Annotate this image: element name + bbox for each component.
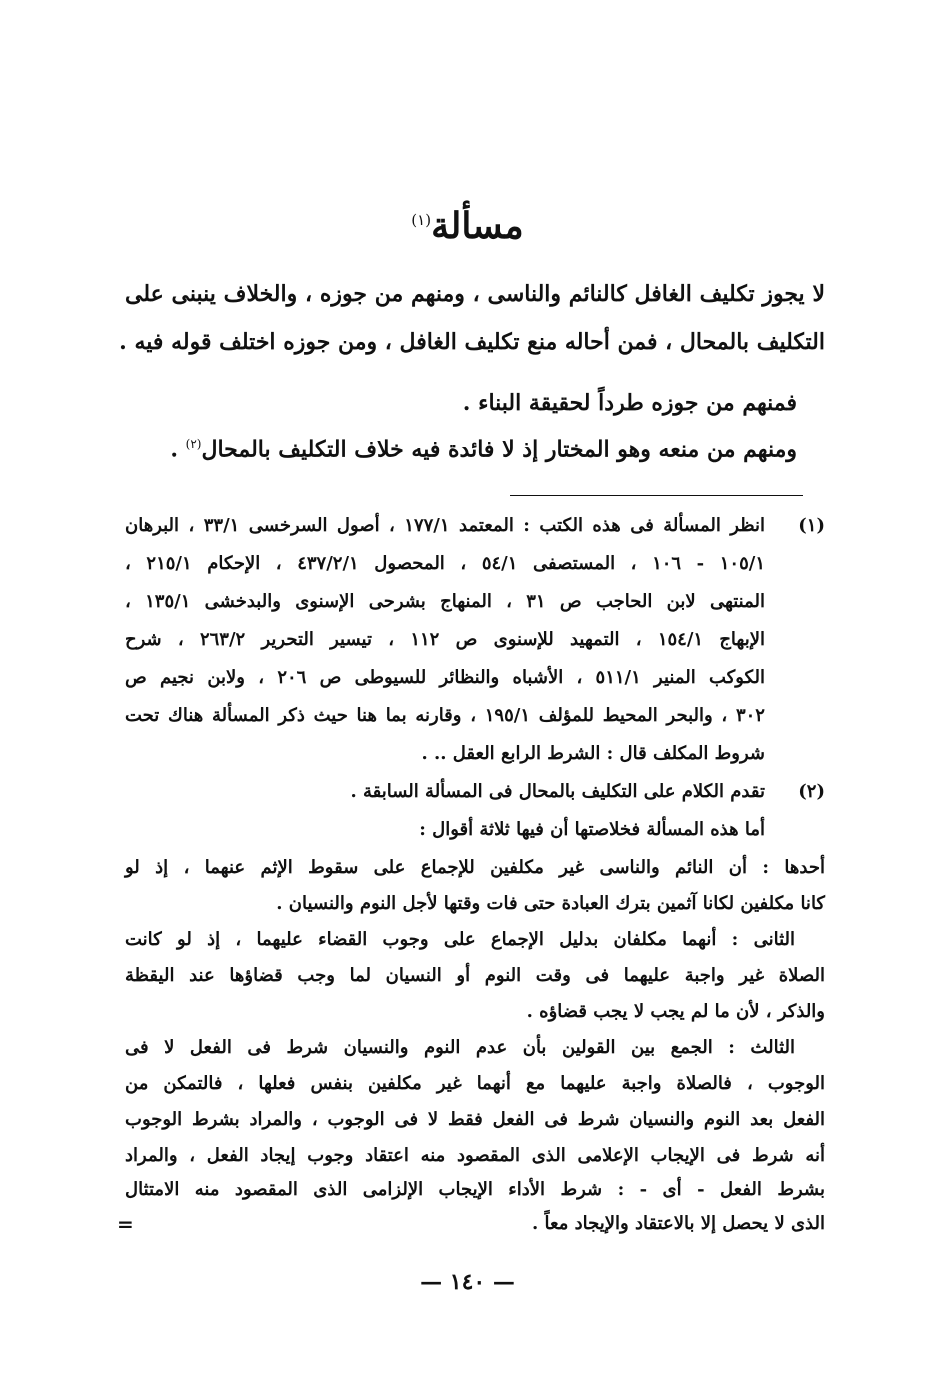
footnote-number: (١): [798, 515, 825, 536]
footnote-line: الوجوب ، فالصلاة واجبة عليهما مع أنهما غير مكلفين بنفس فعلها ، فالتمكن من: [125, 1073, 825, 1094]
footnote-line: الثالث : الجمع بين القولين بأن عدم النوم والنسيان شرط فى الفعل لا فى: [125, 1037, 795, 1058]
footnote-line: شروط المكلف قال : الشرط الرابع العقل .. .: [421, 743, 765, 764]
footnote-line: الصلاة غير واجبة عليهما فى وقت النوم أو النسيان لما وجب قضاؤها عند اليقظة: [125, 965, 826, 986]
footnote-line: أما هذه المسألة فخلاصتها أن فيها ثلاثة أقوال :: [419, 819, 765, 840]
title-text: مسألة: [431, 205, 524, 247]
footnote-line: الثانى : أنهما مكلفان بدليل الإجماع على وجوب القضاء عليهما ، إذ لو كانت: [125, 929, 795, 950]
main-line: فمنهم من جوزه طرداً لحقيقة البناء .: [462, 390, 797, 416]
main-line: لا يجوز تكليف الغافل كالنائم والناسى ، ومنهم من جوزه ، والخلاف ينبنى على: [125, 281, 825, 307]
footnote-line: ٣٠٢ ، والبحر المحيط للمؤلف ١٩٥/١ ، وقارنه بما هنا حيث ذكر المسألة هناك تحت: [125, 705, 765, 726]
main-line: [125, 418, 825, 470]
page-number: — ١٤٠ —: [420, 1269, 515, 1295]
main-line-text: ومنهم من منعه وهو المختار إذ لا فائدة فيه خلاف التكليف بالمحال: [201, 436, 797, 463]
continuation-mark: =: [117, 1212, 134, 1236]
footnote-line: المنتهى لابن الحاجب ص ٣١ ، المنهاج بشرحى الإسنوى والبدخشى ١٣٥/١ ،: [125, 591, 765, 612]
footnote-number: (٢): [798, 781, 825, 802]
main-line: التكليف بالمحال ، فمن أحاله منع تكليف الغافل ، ومن جوزه اختلف قوله فيه .: [119, 329, 825, 355]
footnote-line: الذى لا يحصل إلا بالاعتقاد والإيجاد معاً .: [532, 1213, 825, 1234]
main-line-tail: .: [170, 436, 186, 463]
footnote-ref-2: (٢): [185, 437, 202, 451]
footnote-separator: [510, 495, 803, 496]
title-footnote-ref: (١): [411, 211, 432, 229]
footnote-line: أحدها : أن النائم والناسى غير مكلفين للإجماع على سقوط الإثم عنهما ، إذ لو: [125, 857, 825, 878]
footnote-line: كانا مكلفين لكانا آثمين بترك العبادة حتى فات وقتها لأجل النوم والنسيان .: [276, 893, 825, 914]
footnote-line: الكوكب المنير ٥١١/١ ، الأشباه والنظائر للسيوطى ص ٢٠٦ ، ولابن نجيم ص: [125, 667, 765, 688]
footnote-line: والذكر ، لأن ما لم يجب لا يجب قضاؤه .: [526, 1001, 825, 1022]
footnote-line: الإبهاج ١٥٤/١ ، التمهيد للإسنوى ص ١١٢ ، تيسير التحرير ٢٦٣/٢ ، شرح: [125, 629, 765, 650]
footnote-line: أنه شرط فى الإيجاب الإعلامى الذى المقصود منه اعتقاد وجوب إيجاد الفعل ، والمراد: [125, 1145, 825, 1166]
footnote-line: ١٠٥/١ - ١٠٦ ، المستصفى ٥٤/١ ، المحصول ٤٣٧/٢/١ ، الإحكام ٢١٥/١ ،: [125, 553, 765, 574]
footnote-line: الفعل بعد النوم والنسيان شرط فى الفعل فقط لا فى الوجوب ، والمراد بشرط الوجوب: [125, 1109, 825, 1130]
footnote-line: انظر المسألة فى هذه الكتب : المعتمد ١٧٧/١ ، أصول السرخسى ٣٣/١ ، البرهان: [125, 515, 766, 536]
footnote-line: تقدم الكلام على التكليف بالمحال فى المسألة السابقة .: [350, 781, 765, 802]
section-title: [0, 190, 935, 256]
footnote-line: بشرط الفعل - أى - : شرط الأداء الإيجاب الإلزامى الذى المقصود منه الامتثال: [125, 1179, 825, 1200]
